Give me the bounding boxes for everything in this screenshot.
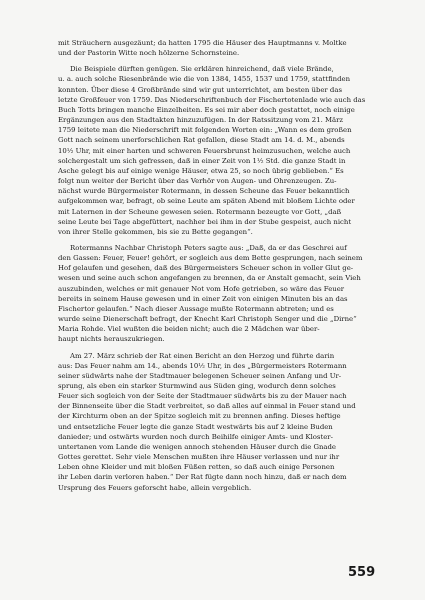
text-line: Leben ohne Kleider und mit bloßen Füßen retten, so daß auch einige Personen (58, 463, 335, 472)
text-line: Asche gelegt bis auf einige wenige Häuser, etwa 25, so noch übrig geblieben.“ Es (58, 166, 344, 175)
text-line: Hof gelaufen und gesehen, daß des Bürgermeisters Scheuer schon in voller Glut ge- (58, 264, 354, 273)
text-line: den Gassen: Feuer, Feuer! gehört, er sogleich aus dem Bette gesprungen, nach seinem (58, 254, 363, 263)
text-line: von ihrer Stelle gekommen, bis sie zu Bette gegangen“. (58, 227, 253, 236)
page-number: 559 (348, 565, 376, 580)
paragraph (58, 38, 376, 58)
text-line: wurde seine Dienerschaft befragt, der Knecht Karl Christoph Senger und die „Dirne“ (58, 315, 357, 324)
text-line: Die Beispiele dürften genügen. Sie erklären hinreichend, daß viele Brände, (70, 65, 334, 74)
text-line: der Binnenseite über die Stadt verbreitet, so daß alles auf einmal in Feuer stand und (58, 402, 356, 411)
text-line: bereits in seinem Hause gewesen und in einer Zeit von einigen Minuten bis an das (58, 294, 348, 303)
text-line: u. a. auch solche Riesenbrände wie die von 1384, 1455, 1537 und 1759, stattfinden (58, 75, 351, 84)
text-line: seine Leute bei Tage abgefüttert, nachher bei ihm in der Stube gespeist, auch nicht (58, 217, 352, 226)
paragraph (58, 64, 376, 237)
text-line: solchergestalt um sich gefressen, daß in einer Zeit von 1½ Std. die ganze Stadt in (58, 156, 346, 165)
text-line: mit Sträuchern ausgezäunt; da hatten 1795 die Häuser des Hauptmanns v. Moltke (58, 39, 347, 47)
text-line: seiner südwärts nahe der Stadtmauer belegenen Scheuer seinen Anfang und Ur- (58, 371, 342, 380)
text-line: Am 27. März schrieb der Rat einen Bericht an den Herzog und führte darin (70, 351, 335, 360)
text-line: wesen und seine auch schon angefangen zu brennen, da er Anstalt gemacht, sein Vieh (58, 274, 361, 283)
paragraph (58, 243, 376, 345)
text-line: aus: Das Feuer nahm am 14., abends 10½ Uhr, in des „Bürgermeisters Rotermann (58, 361, 347, 370)
paragraph (58, 351, 376, 493)
text-line: Maria Rohde. Viel wußten die beiden nicht; auch die 2 Mädchen war über- (58, 325, 320, 334)
text-line: und entsetzliche Feuer legte die ganze Stadt westwärts bis auf 2 kleine Buden (58, 422, 333, 431)
text-line: mit Laternen in der Scheune gewesen seien. Rotermann bezeugte vor Gott, „daß (58, 207, 342, 216)
text-line: aufgekommen war, befragt, ob seine Leute am späten Abend mit bloßem Lichte oder (58, 197, 355, 206)
text-line: Gott nach seinem unerforschlichen Rat gefallen, diese Stadt am 14. d. M., abends (58, 136, 345, 145)
text-line: sprung, als eben ein starker Sturmwind aus Süden ging, wodurch denn solches (58, 382, 336, 390)
text-line: und der Pastorin Witte noch hölzerne Schornsteine. (58, 49, 240, 58)
text-line: ihr Leben darin verloren haben.“ Der Rat fügte dann noch hinzu, daß er nach dem (58, 473, 347, 482)
text-line: konnten. Über diese 4 Großbrände sind wir gut unterrichtet, am besten über das (58, 85, 342, 94)
text-line: Rotermanns Nachbar Christoph Peters sagte aus: „Daß, da er das Geschrei auf (70, 243, 347, 252)
text-line: auszubinden, welches er mit genauer Not vom Hofe getrieben, so wäre das Feuer (58, 284, 345, 293)
text-line: folgt nun weiter der Bericht über das Verhör von Augen- und Ohrenzeugen. Zu- (58, 177, 337, 186)
body-text (58, 38, 376, 493)
text-line: der Kirchturm oben an der Spitze sogleich mit zu brennen anfing. Dieses heftige (58, 412, 341, 421)
text-line: Feuer sich sogleich von der Seite der Stadtmauer südwärts bis zu der Mauer nach (58, 392, 347, 401)
text-line: letzte Großfeuer von 1759. Das Niederschriftenbuch der Fischertotenlade wie auch das (58, 95, 366, 104)
text-line: 1759 leitete man die Niederschrift mit folgenden Worten ein: „Wann es dem großen (58, 126, 352, 135)
text-line: Ursprung des Feuers geforscht habe, allein vergeblich. (58, 483, 252, 492)
text-line: untertanen vom Lande die wenigen annoch stehenden Häuser durch die Gnade (58, 442, 337, 451)
text-line: Buch Totts bringen manche Einzelheiten. Es sei mir aber doch gestattet, noch einige (58, 105, 355, 114)
text-line: Fischertor gelaufen.“ Nach dieser Aussage mußte Rotermann abtreten; und es (58, 304, 334, 313)
text-line: danieder; und ostwärts wurden noch durch Beihilfe einiger Amts- und Kloster- (58, 432, 333, 441)
text-line: Gottes gerettet. Sehr viele Menschen mußten ihre Häuser verlassen und nur ihr (58, 453, 340, 462)
text-line: Ergänzungen aus den Stadtakten hinzuzufügen. In der Ratssitzung vom 21. März (58, 116, 344, 125)
text-line: 10½ Uhr, mit einer harten und schweren Feuersbrunst heimzusuchen, welche auch (58, 146, 351, 155)
text-line: nächst wurde Bürgermeister Rotermann, in dessen Scheune das Feuer bekanntlich (58, 187, 350, 196)
text-line: haupt nichts herauszukriegen. (58, 335, 165, 344)
